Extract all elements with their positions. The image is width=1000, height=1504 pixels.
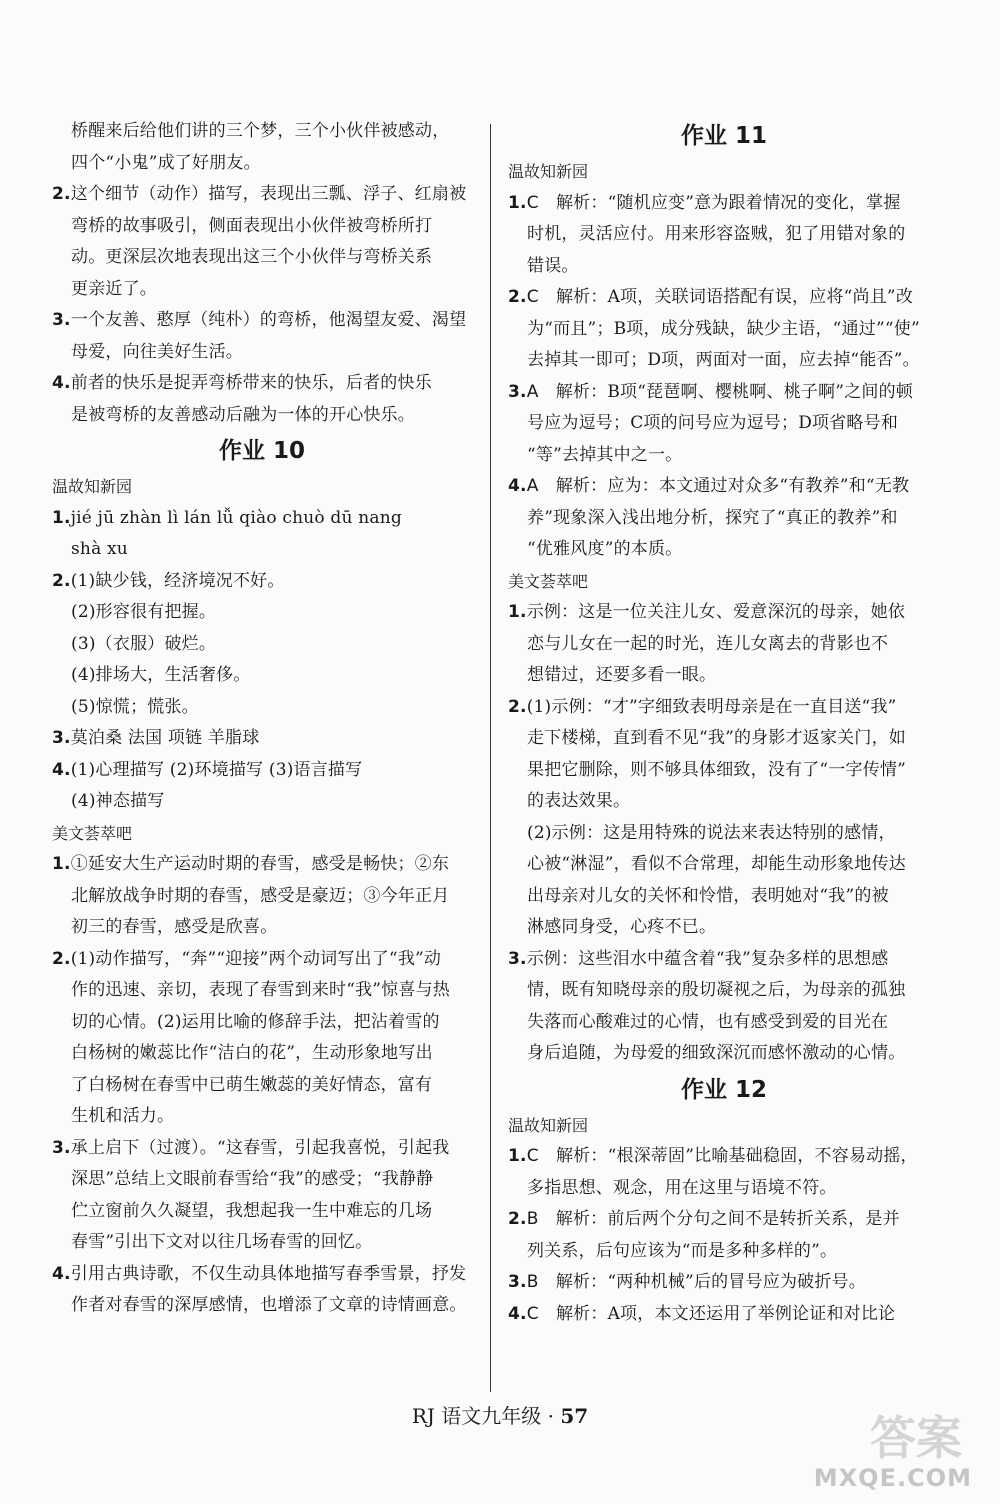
line-text: 示例：这些泪水中蕴含着“我”复杂多样的思想感 [526, 948, 889, 969]
section-title: 美文荟萃吧 [52, 823, 133, 843]
answer-item [52, 755, 472, 787]
item-number: 2. [508, 696, 527, 717]
line-text: 北解放战争时期的春雪，感受是豪迈；③今年正月 [71, 885, 450, 906]
answer-continuation-line [508, 660, 940, 692]
line-text: (2)形容很有把握。 [71, 602, 217, 622]
item-number: 1. [52, 854, 71, 874]
answer-item [508, 1141, 940, 1173]
answer-choice: C [526, 1303, 556, 1324]
item-number: 1. [52, 507, 71, 528]
item-number: 4. [508, 476, 527, 496]
item-number: 1. [508, 192, 527, 213]
line-text: (1)示例：“才”字细致表明母亲是在一直目送“我” [526, 696, 897, 717]
assignment-heading: 作业 12 [680, 1076, 767, 1103]
answer-choice: B [526, 1272, 556, 1292]
answer-continuation-line [508, 1236, 940, 1268]
line-text: 承上启下（过渡）。“这春雪，引起我喜悦，引起我 [70, 1137, 450, 1158]
line-text: 初三的春雪，感受是欣喜。 [71, 917, 278, 937]
line-text: 伫立窗前久久凝望，我想起我一生中难忘的几场 [71, 1200, 433, 1221]
line-text: 解析：前后两个分句之间不是转折关系，是并 [555, 1209, 900, 1229]
answer-continuation-line [508, 219, 940, 251]
answer-item [52, 179, 472, 211]
answer-continuation-line [52, 1164, 472, 1196]
answer-continuation-line [52, 1196, 472, 1228]
item-number: 3. [508, 381, 527, 402]
answer-continuation-line [52, 274, 472, 306]
section-title: 温故知新园 [52, 477, 133, 496]
line-text: 作者对春雪的深厚感情，也增添了文章的诗情画意。 [71, 1295, 467, 1315]
answer-continuation-line [52, 116, 472, 148]
footer-subject: RJ 语文九年级 · [411, 1404, 561, 1428]
line-text: (3)（衣服）破烂。 [71, 633, 217, 654]
line-text: 去掉其一即可；D项，两面对一面，应去掉“能否”。 [527, 350, 920, 370]
line-text: 白杨树的嫩蕊比作“洁白的花”，生动形象地写出 [71, 1043, 433, 1063]
line-text: (1)缺少钱，经济境况不好。 [70, 570, 285, 591]
line-text: 为“而且”；B项，成分残缺，缺少主语，“通过”“使” [527, 318, 920, 339]
answer-continuation-line [52, 1007, 472, 1039]
answer-item [508, 1267, 940, 1299]
item-number: 4. [52, 1263, 71, 1284]
line-text: (1)心理描写 (2)环境描写 (3)语言描写 [70, 759, 363, 780]
section-title: 温故知新园 [508, 1115, 589, 1135]
line-text: 是被弯桥的友善感动后融为一体的开心快乐。 [71, 404, 415, 425]
watermark-logo-glyph: 答案 [870, 1411, 962, 1465]
item-number: 3. [508, 1272, 527, 1292]
line-text: 出母亲对儿女的关怀和怜惜，表明她对“我”的被 [527, 885, 889, 906]
assignment-heading: 作业 10 [218, 438, 305, 464]
line-text: 深思”总结上文眼前春雪给“我”的感受；“我静静 [71, 1169, 434, 1189]
answer-item [508, 692, 940, 724]
assignment-heading: 作业 11 [680, 123, 767, 149]
line-text: 时机，灵活应付。用来形容盗贼，犯了用错对象的 [527, 224, 906, 244]
answer-continuation-line [508, 755, 940, 787]
line-text: 更亲近了。 [71, 278, 157, 299]
line-text: 四个“小鬼”成了好朋友。 [71, 152, 261, 173]
line-text: 引用古典诗歌，不仅生动具体地描写春季雪景，抒发 [70, 1263, 467, 1284]
answer-choice: C [526, 1146, 556, 1166]
answer-continuation-line [52, 1101, 472, 1133]
line-text: 解析：应为：本文通过对众多“有教养”和“无教 [555, 476, 910, 496]
answer-item [52, 1259, 472, 1291]
answer-choice: A [526, 476, 556, 496]
answer-continuation-line [52, 597, 472, 629]
line-text: (4)神态描写 [71, 791, 165, 811]
column-divider [490, 124, 491, 1392]
answer-continuation-line [508, 251, 940, 283]
line-text: 号应为逗号；C项的问号应为逗号；D项省略号和 [527, 413, 899, 433]
answer-continuation-line [52, 629, 472, 661]
answer-continuation-line [52, 1070, 472, 1102]
line-text: (1)动作描写，“奔”“迎接”两个动词写出了“我”动 [70, 948, 442, 969]
answer-item [52, 566, 472, 598]
answer-item [52, 849, 472, 881]
answer-item [52, 503, 472, 535]
left-column [52, 116, 472, 1322]
line-text: (2)示例：这是用特殊的说法来表达特别的感情， [527, 822, 896, 843]
line-text: “优雅风度”的本质。 [527, 539, 683, 559]
answer-continuation-line [508, 408, 940, 440]
section-title: 温故知新园 [508, 162, 589, 181]
answer-continuation-line [508, 818, 940, 850]
section-title: 美文荟萃吧 [508, 571, 589, 591]
line-text: 解析：A项，本文还运用了举例论证和对比论 [555, 1303, 896, 1324]
right-column [508, 116, 940, 1330]
item-number: 3. [52, 1137, 71, 1158]
answer-item [508, 282, 940, 314]
answer-item [508, 1299, 940, 1331]
answer-continuation-line [52, 912, 472, 944]
item-number: 3. [508, 948, 527, 969]
line-text: 解析：B项“琵琶啊、樱桃啊、桃子啊”之间的顿 [555, 381, 913, 402]
item-number: 4. [52, 373, 71, 393]
line-text: 春雪”引出下文对以往几场春雪的回忆。 [71, 1232, 373, 1252]
line-text: 心被“淋湿”，看似不合常理，却能生动形象地传达 [527, 854, 906, 874]
answer-continuation-line [52, 660, 472, 692]
line-text: 多指思想、观念，用在这里与语境不符。 [527, 1177, 837, 1198]
line-text: 恋与儿女在一起的时光，连儿女离去的背影也不 [527, 633, 889, 654]
item-number: 4. [508, 1303, 527, 1324]
line-text: 淋感同身受，心疼不已。 [527, 917, 717, 937]
answer-choice: C [526, 287, 556, 307]
item-number: 2. [52, 948, 71, 969]
answer-continuation-line [508, 912, 940, 944]
line-text: jié jū zhàn lì lán lǚ qiào chuò dū nang [70, 507, 402, 528]
answer-continuation-line [52, 692, 472, 724]
answer-continuation-line [52, 337, 472, 369]
answer-continuation-line [508, 345, 940, 377]
answer-continuation-line [508, 786, 940, 818]
item-number: 3. [52, 310, 71, 330]
line-text: 莫泊桑 法国 项链 羊脂球 [70, 728, 260, 748]
line-text: 弯桥的故事吸引，侧面表现出小伙伴被弯桥所打 [71, 215, 433, 236]
line-text: 错误。 [527, 255, 579, 276]
line-text: 这个细节（动作）描写，表现出三瓢、浮子、红扇被 [70, 184, 467, 204]
line-text: ①延安大生产运动时期的春雪，感受是畅快；②东 [70, 854, 450, 874]
line-text: 身后追随，为母爱的细致深沉而感怀激动的心情。 [527, 1043, 906, 1063]
line-text: 解析：“根深蒂固”比喻基础稳固，不容易动摇， [555, 1146, 918, 1166]
line-text: 走下楼梯，直到看不见“我”的身影才返家关门，如 [527, 728, 906, 748]
page-number: 57 [560, 1404, 589, 1428]
line-text: 养”现象深入浅出地分析，探究了“真正的教养”和 [527, 507, 898, 528]
answer-choice: B [526, 1209, 556, 1229]
answer-continuation-line [52, 148, 472, 180]
answer-continuation-line [508, 314, 940, 346]
line-text: 母爱，向往美好生活。 [71, 341, 243, 362]
answer-continuation-line [52, 1290, 472, 1322]
item-number: 1. [508, 1146, 527, 1166]
answer-continuation-line [52, 1227, 472, 1259]
item-number: 3. [52, 728, 71, 748]
answer-item [508, 597, 940, 629]
line-text: 一个友善、憨厚（纯朴）的弯桥，他渴望友爱、渴望 [70, 310, 467, 330]
answer-continuation-line [52, 786, 472, 818]
answer-item [508, 471, 940, 503]
item-number: 2. [52, 570, 71, 591]
answer-continuation-line [508, 534, 940, 566]
answer-item [52, 723, 472, 755]
line-text: 解析：A项，关联词语搭配有误，应将“尚且”改 [555, 287, 914, 307]
item-number: 1. [508, 602, 527, 622]
item-number: 2. [508, 287, 527, 307]
answer-continuation-line [508, 975, 940, 1007]
line-text: 列关系，后句应该为“而是多种多样的”。 [527, 1240, 838, 1261]
answer-item [508, 188, 940, 220]
answer-continuation-line [508, 723, 940, 755]
answer-continuation-line [52, 242, 472, 274]
line-text: 想错过，还要多看一眼。 [527, 665, 717, 685]
answer-continuation-line [508, 629, 940, 661]
line-text: 切的心情。(2)运用比喻的修辞手法，把沾着雪的 [71, 1011, 440, 1032]
answer-continuation-line [52, 534, 472, 566]
watermark-logo [782, 1402, 972, 1492]
line-text: 失落而心酸难过的心情，也有感受到爱的目光在 [527, 1011, 889, 1032]
line-text: 果把它删除，则不够具体细致，没有了“一字传情” [527, 759, 906, 780]
line-text: 作的迅速、亲切，表现了春雪到来时“我”惊喜与热 [71, 980, 450, 1000]
answer-continuation-line [508, 849, 940, 881]
line-text: 了白杨树在春雪中已萌生嫩蕊的美好情态，富有 [71, 1074, 433, 1095]
answer-continuation-line [508, 1173, 940, 1205]
line-text: (5)惊慌；慌张。 [71, 696, 199, 717]
line-text: 桥醒来后给他们讲的三个梦，三个小伙伴被感动， [71, 121, 450, 141]
item-number: 4. [52, 759, 71, 780]
answer-item [52, 944, 472, 976]
answer-item [52, 1133, 472, 1165]
answer-continuation-line [508, 1038, 940, 1070]
answer-continuation-line [52, 1038, 472, 1070]
answer-continuation-line [52, 211, 472, 243]
line-text: 解析：“两种机械”后的冒号应为破折号。 [555, 1272, 866, 1292]
line-text: “等”去掉其中之一。 [527, 444, 683, 465]
line-text: 的表达效果。 [527, 791, 631, 811]
answer-continuation-line [508, 503, 940, 535]
line-text: 动。更深层次地表现出这三个小伙伴与弯桥关系 [71, 247, 433, 267]
answer-item [508, 944, 940, 976]
answer-item [508, 1204, 940, 1236]
answer-continuation-line [508, 1007, 940, 1039]
answer-choice: A [526, 381, 556, 402]
item-number: 2. [52, 184, 71, 204]
answer-item [52, 368, 472, 400]
answer-continuation-line [52, 881, 472, 913]
answer-item [52, 305, 472, 337]
answer-continuation-line [52, 400, 472, 432]
line-text: 解析：“随机应变”意为跟着情况的变化，掌握 [555, 192, 901, 213]
item-number: 2. [508, 1209, 527, 1229]
line-text: 示例：这是一位关注儿女、爱意深沉的母亲，她依 [526, 602, 906, 622]
line-text: shà xu [71, 539, 128, 559]
answer-continuation-line [508, 440, 940, 472]
line-text: (4)排场大，生活奢侈。 [71, 665, 251, 685]
line-text: 前者的快乐是捉弄弯桥带来的快乐，后者的快乐 [70, 373, 432, 393]
answer-item [508, 377, 940, 409]
answer-choice: C [526, 192, 556, 213]
line-text: 情，既有知晓母亲的殷切凝视之后，为母亲的孤独 [527, 980, 906, 1000]
answer-continuation-line [508, 881, 940, 913]
watermark-text: MXQE.COM [813, 1464, 972, 1492]
line-text: 生机和活力。 [71, 1106, 175, 1126]
answer-continuation-line [52, 975, 472, 1007]
